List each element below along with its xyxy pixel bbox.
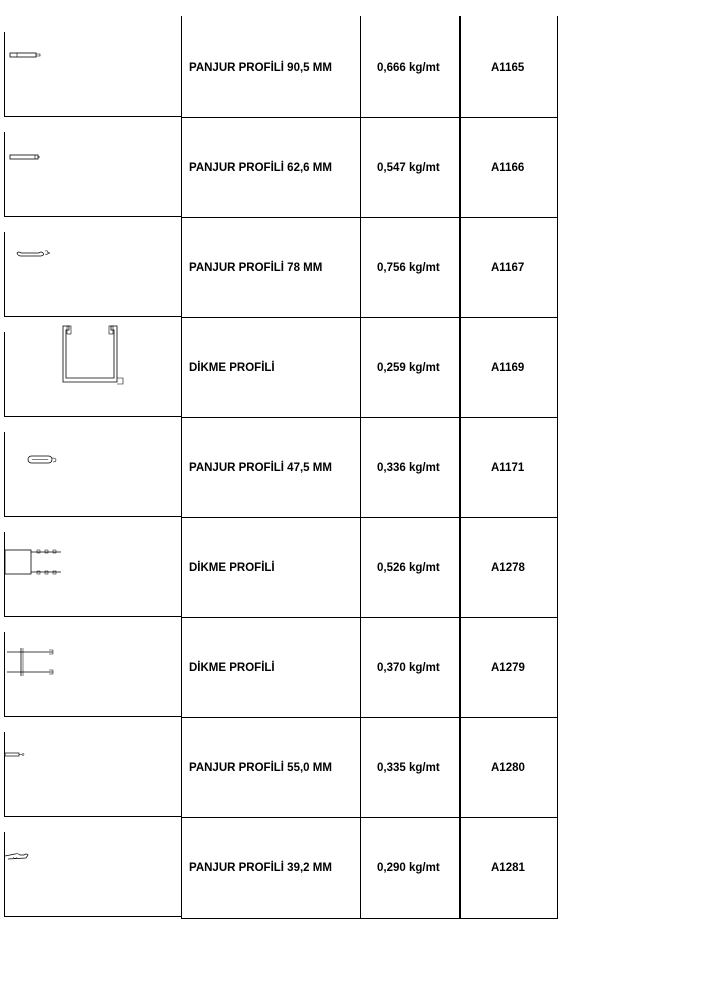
- profile-code: A1171: [491, 462, 525, 474]
- row-divider: [181, 918, 558, 919]
- table-row: [0, 18, 707, 118]
- table-row: [0, 618, 707, 718]
- profile-name: PANJUR PROFİLİ 90,5 MM: [189, 62, 332, 74]
- row-divider: [181, 517, 558, 518]
- profile-weight: 0,290 kg/mt: [377, 862, 440, 874]
- profile-image-cell: [4, 432, 181, 517]
- row-divider: [181, 817, 558, 818]
- row-divider: [181, 217, 558, 218]
- profile-weight: 0,666 kg/mt: [377, 62, 440, 74]
- profile-code: A1169: [491, 362, 525, 374]
- h-channel-profile-icon: [1, 618, 181, 718]
- profile-weight: 0,335 kg/mt: [377, 762, 440, 774]
- table-row: [0, 518, 707, 618]
- profile-name: DİKME PROFİLİ: [189, 562, 275, 574]
- thin-slat-profile-icon: [1, 718, 181, 818]
- profile-name: PANJUR PROFİLİ 62,6 MM: [189, 162, 332, 174]
- profile-weight: 0,259 kg/mt: [377, 362, 440, 374]
- profile-name: DİKME PROFİLİ: [189, 662, 275, 674]
- profile-name: PANJUR PROFİLİ 47,5 MM: [189, 462, 332, 474]
- profile-image-cell: [4, 232, 181, 317]
- profile-weight: 0,756 kg/mt: [377, 262, 440, 274]
- row-divider: [181, 317, 558, 318]
- profile-image-cell: [4, 132, 181, 217]
- profile-code: A1167: [491, 262, 525, 274]
- profile-image-cell: [4, 532, 181, 617]
- flat-slat-profile-icon: [1, 18, 181, 118]
- round-slat-profile-icon: [1, 418, 181, 518]
- table-row: [0, 318, 707, 418]
- profile-name: DİKME PROFİLİ: [189, 362, 275, 374]
- profile-weight: 0,370 kg/mt: [377, 662, 440, 674]
- profile-weight: 0,336 kg/mt: [377, 462, 440, 474]
- profile-name: PANJUR PROFİLİ 78 MM: [189, 262, 323, 274]
- table-row: [0, 218, 707, 318]
- profile-name: PANJUR PROFİLİ 55,0 MM: [189, 762, 332, 774]
- profile-code: A1281: [491, 862, 525, 874]
- profile-weight: 0,547 kg/mt: [377, 162, 440, 174]
- profile-weight: 0,526 kg/mt: [377, 562, 440, 574]
- profile-image-cell: [4, 832, 181, 917]
- table-row: [0, 718, 707, 818]
- profile-image-cell: [4, 32, 181, 117]
- table-row: [0, 818, 707, 918]
- row-divider: [181, 417, 558, 418]
- table-row: [0, 418, 707, 518]
- profile-code: A1165: [491, 62, 525, 74]
- wavy-slat-profile-icon: [1, 818, 181, 918]
- profile-image-cell: [4, 732, 181, 817]
- profile-name: PANJUR PROFİLİ 39,2 MM: [189, 862, 332, 874]
- flat-slat-profile-icon: [1, 118, 181, 218]
- row-divider: [181, 717, 558, 718]
- row-divider: [181, 117, 558, 118]
- profile-code: A1278: [491, 562, 525, 574]
- profile-code: A1166: [491, 162, 525, 174]
- profile-image-cell: [4, 632, 181, 717]
- profile-code: A1279: [491, 662, 525, 674]
- profile-image-cell: [4, 332, 181, 417]
- curved-slat-profile-icon: [1, 218, 181, 318]
- double-channel-profile-icon: [1, 518, 181, 618]
- table-row: [0, 118, 707, 218]
- row-divider: [181, 617, 558, 618]
- profile-code: A1280: [491, 762, 525, 774]
- u-channel-profile-icon: [1, 318, 181, 418]
